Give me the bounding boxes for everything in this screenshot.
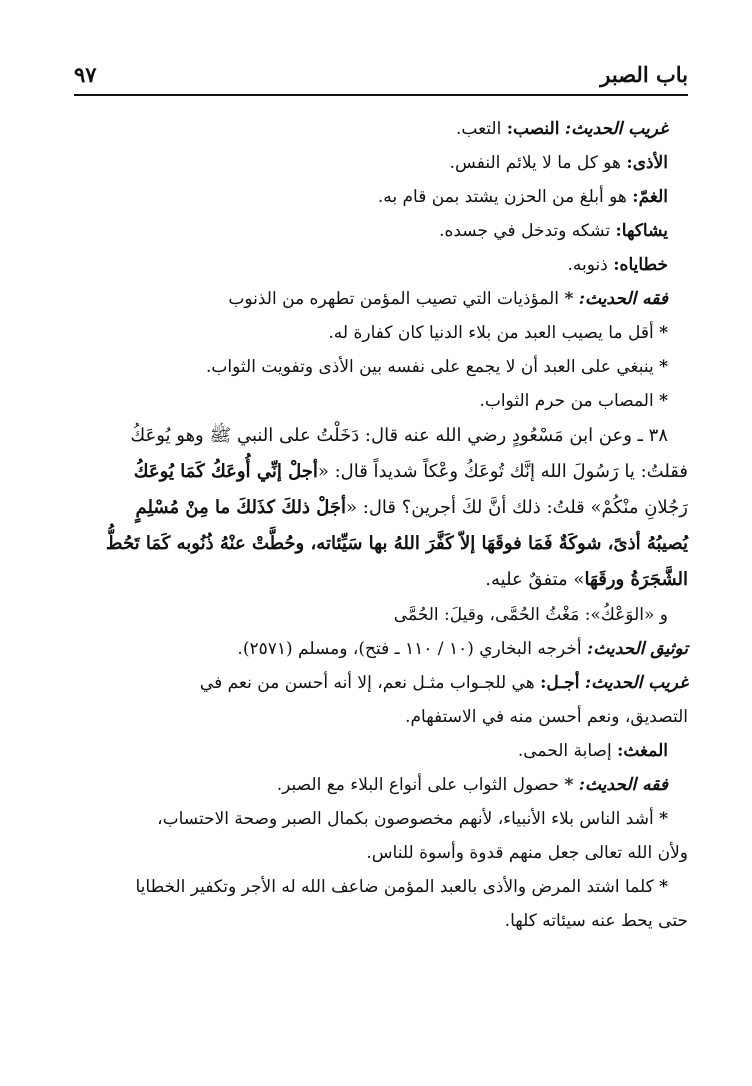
fiqh-point: أقل ما يصيب العبد من بلاء الدنيا كان كفارة له. (328, 323, 654, 343)
page-number: ٩٧ (74, 62, 97, 87)
page-header (74, 60, 688, 96)
fiqh-point: المؤذيات التي تصيب المؤمن تطهره من الذنوب (228, 289, 560, 309)
hadith-line-3 (74, 490, 688, 526)
hadith-line-1: ٣٨ ـ وعن ابن مَسْعُودٍ رضي الله عنه قال: دَخَلْتُ على النبي ﷺ وهو يُوعَكُ (130, 425, 668, 446)
definition: هو كل ما لا يلائم النفس. (449, 153, 622, 173)
definition: إصابة الحمى. (517, 741, 612, 761)
fiqh-point: حصول الثواب على أنواع البلاء مع الصبر. (276, 775, 560, 795)
fiqh-line-3 (74, 350, 688, 384)
term: الأذى: (626, 153, 668, 173)
gharib2-line-1 (74, 666, 688, 700)
tawthiq-line (74, 632, 688, 666)
fiqh-point: أشد الناس بلاء الأنبياء، لأنهم مخصوصون بكمال الصبر وصحة الاحتساب، (157, 809, 654, 829)
gharib2-line-3 (74, 734, 688, 768)
hadith-text: فقلتُ: يا رَسُولَ الله إنَّك تُوعَكُ وعْكاً شديداً قال: « (317, 461, 688, 482)
gharib2-line-2: التصديق، ونعم أحسن منه في الاستفهام. (405, 707, 688, 727)
gharib-line-2 (74, 146, 688, 180)
fiqh2-line-1 (74, 768, 688, 802)
fiqh-line-2 (74, 316, 688, 350)
tawthiq-text: أخرجه البخاري (١٠ / ١١٠ ـ فتح)، ومسلم (٢٥٧١). (237, 639, 582, 659)
gharib-line-3 (74, 180, 688, 214)
page-body (74, 112, 688, 938)
gharib-label: غريب الحديث: (584, 673, 688, 693)
asterisk-bullet: * (659, 357, 668, 377)
gharib-line-1 (74, 112, 688, 146)
definition: ذنوبه. (567, 255, 608, 275)
waak-definition: و «الوَعْكُ»: مَغْثُ الحُمَّى، وقيلَ: الحُمَّى (393, 605, 668, 625)
gharib-label: غريب الحديث: (564, 119, 668, 139)
gharib-line-5 (74, 248, 688, 282)
fiqh-line-4 (74, 384, 688, 418)
asterisk-bullet: * (659, 809, 668, 829)
fiqh2-line-5: حتى يحط عنه سيئاته كلها. (504, 911, 688, 931)
tawthiq-label: توثيق الحديث: (587, 639, 688, 659)
fiqh2-line-4 (74, 870, 688, 904)
hadith-prophet-speech: أجَلْ ذلكَ كذَلكَ ما مِنْ مُسْلِمٍ (135, 497, 347, 518)
hadith-line-4: يُصيبُهُ أذىً، شوكَةٌ فَمَا فوقَهَا إلاّ كَفَّرَ اللهُ بها سَيِّئاته، وحُطَّتْ عنْهُ ذُنُوبه كَمَا تَحُطُّ (105, 533, 688, 554)
fiqh-label: فقه الحديث: (578, 775, 668, 795)
asterisk-bullet: * (659, 391, 668, 411)
hadith-prophet-speech: أجلْ إنِّي أُوعَكُ كَمَا يُوعَكُ (133, 461, 318, 482)
asterisk-bullet: * (659, 323, 668, 343)
term: الغمّ: (632, 187, 668, 207)
fiqh-label: فقه الحديث: (578, 289, 668, 309)
term: المغث: (617, 741, 668, 761)
term: أجـل: (540, 673, 580, 693)
hadith-prophet-speech: الشَّجَرَةُ ورقَهَا (584, 569, 688, 590)
term: يشاكها: (615, 221, 668, 241)
hadith-text: رَجُلانِ منْكُمْ» قلتُ: ذلك أنَّ لكَ أجرين؟ قال: « (346, 497, 688, 518)
chapter-title: باب الصبر (600, 62, 688, 87)
fiqh2-line-3: ولأن الله تعالى جعل منهم قدوة وأسوة للناس. (366, 843, 688, 863)
definition: التعب. (455, 119, 502, 139)
asterisk-bullet: * (564, 775, 574, 795)
hadith-source: » متفقٌ عليه. (485, 569, 585, 590)
definition: هو أبلغ من الحزن يشتد بمن قام به. (377, 187, 627, 207)
asterisk-bullet: * (564, 289, 574, 309)
hadith-line-5 (74, 562, 688, 598)
fiqh-line-1 (74, 282, 688, 316)
term: النصب: (506, 119, 560, 139)
hadith-line-2 (74, 454, 688, 490)
fiqh-point: كلما اشتد المرض والأذى بالعبد المؤمن ضاعف الله له الأجر وتكفير الخطايا (135, 877, 654, 897)
fiqh2-line-2 (74, 802, 688, 836)
fiqh-point: المصاب من حرم الثواب. (479, 391, 654, 411)
term: خطاياه: (613, 255, 668, 275)
definition: تشكه وتدخل في جسده. (439, 221, 611, 241)
hadith-38 (74, 418, 688, 598)
fiqh-point: ينبغي على العبد أن لا يجمع على نفسه بين الأذى وتفويت الثواب. (205, 357, 654, 377)
asterisk-bullet: * (659, 877, 668, 897)
definition: هي للجـواب مثـل نعم، إلا أنه أحسن من نعم في (199, 673, 535, 693)
gharib-line-4 (74, 214, 688, 248)
